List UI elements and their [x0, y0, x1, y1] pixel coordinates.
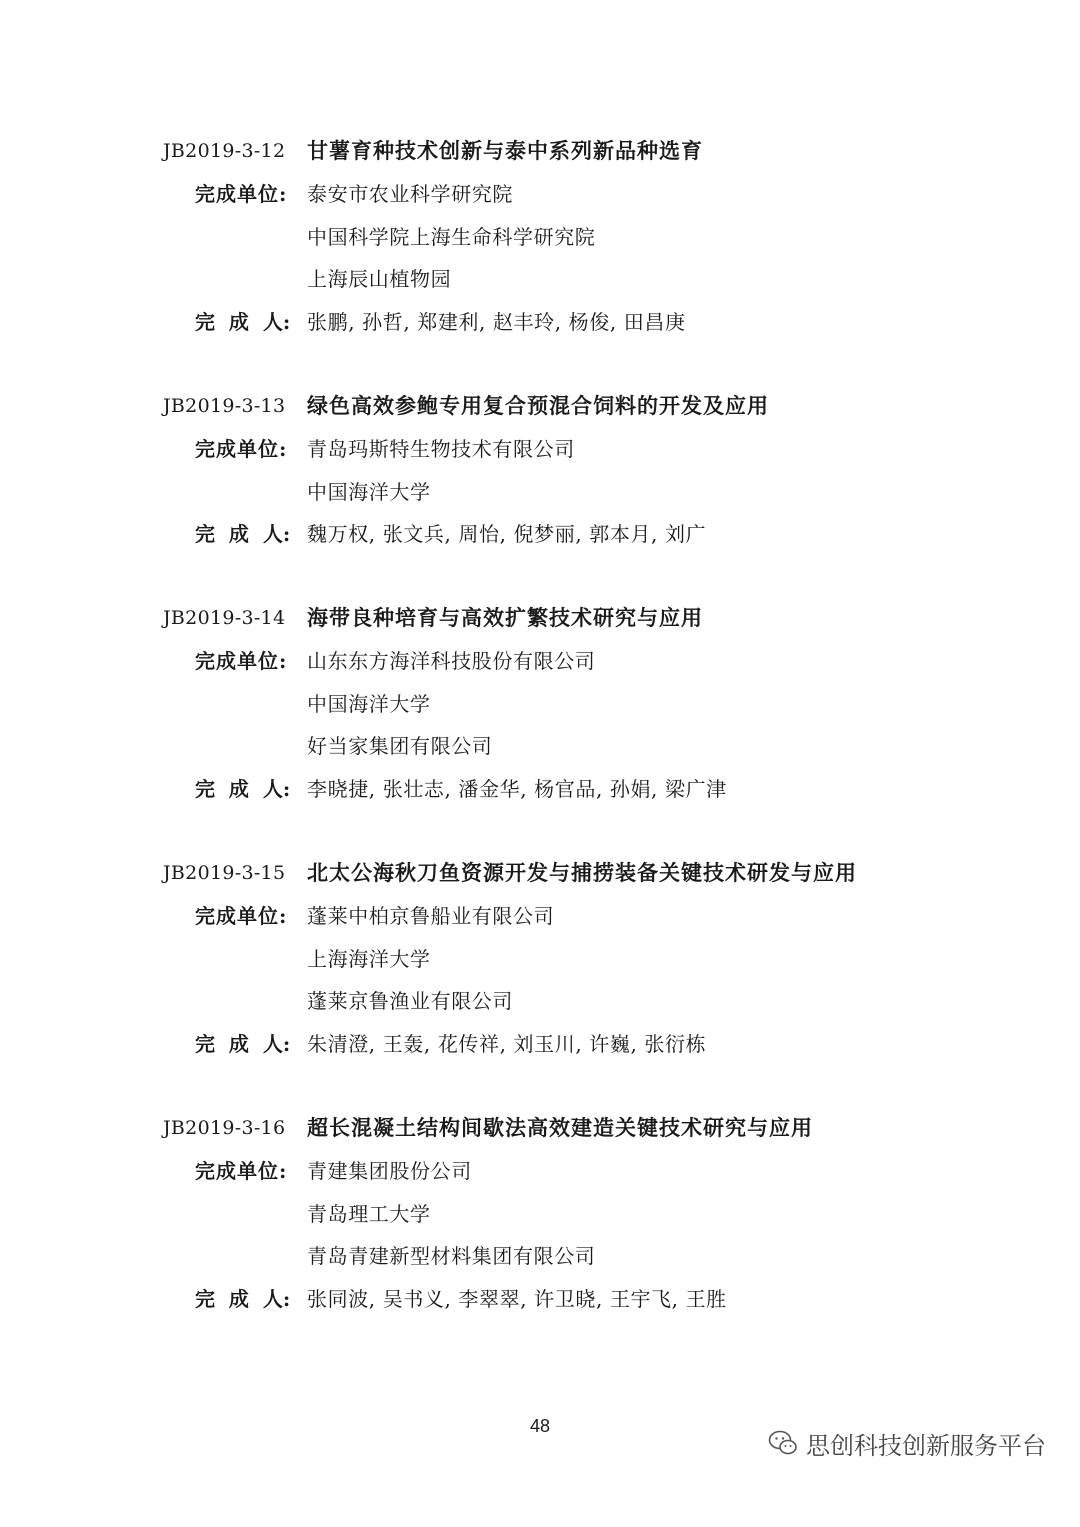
- watermark: [768, 1423, 1046, 1463]
- entry-code: JB2019-3-14: [163, 607, 286, 629]
- entry-code: JB2019-3-13: [163, 395, 286, 417]
- units-label: 完成单位:: [195, 437, 288, 461]
- entry-code: JB2019-3-16: [163, 1117, 286, 1139]
- persons-list: 李晓捷, 张壮志, 潘金华, 杨官品, 孙娟, 梁广津: [307, 777, 727, 801]
- entry-code: JB2019-3-12: [163, 140, 286, 162]
- unit-name: 青岛玛斯特生物技术有限公司: [307, 437, 575, 461]
- entry-title: 北太公海秋刀鱼资源开发与捕捞装备关键技术研发与应用: [307, 860, 857, 885]
- unit-name: 青岛理工大学: [307, 1202, 431, 1226]
- units-label: 完成单位:: [195, 1159, 288, 1183]
- entry-title: 甘薯育种技术创新与泰中系列新品种选育: [307, 138, 703, 163]
- persons-label: 完 成 人:: [195, 310, 291, 334]
- unit-name: 好当家集团有限公司: [307, 734, 493, 758]
- entry-title: 海带良种培育与高效扩繁技术研究与应用: [307, 605, 703, 630]
- entry-code: JB2019-3-15: [163, 862, 286, 884]
- unit-name: 上海海洋大学: [307, 947, 431, 971]
- units-label: 完成单位:: [195, 904, 288, 928]
- unit-name: 青岛青建新型材料集团有限公司: [307, 1244, 596, 1268]
- unit-name: 山东东方海洋科技股份有限公司: [307, 649, 596, 673]
- unit-name: 中国海洋大学: [307, 692, 431, 716]
- persons-list: 朱清澄, 王轰, 花传祥, 刘玉川, 许巍, 张衍栋: [307, 1032, 707, 1056]
- entry-title: 超长混凝土结构间歇法高效建造关键技术研究与应用: [307, 1115, 813, 1140]
- page-number: 48: [529, 1416, 551, 1436]
- wechat-icon: [768, 1430, 798, 1456]
- units-label: 完成单位:: [195, 649, 288, 673]
- unit-name: 泰安市农业科学研究院: [307, 182, 513, 206]
- unit-name: 中国科学院上海生命科学研究院: [307, 225, 596, 249]
- persons-label: 完 成 人:: [195, 777, 291, 801]
- entry-title: 绿色高效参鲍专用复合预混合饲料的开发及应用: [307, 393, 769, 418]
- units-label: 完成单位:: [195, 182, 288, 206]
- persons-label: 完 成 人:: [195, 1032, 291, 1056]
- persons-label: 完 成 人:: [195, 1287, 291, 1311]
- persons-list: 张鹏, 孙哲, 郑建利, 赵丰玲, 杨俊, 田昌庚: [307, 310, 686, 334]
- unit-name: 青建集团股份公司: [307, 1159, 472, 1183]
- unit-name: 蓬莱京鲁渔业有限公司: [307, 989, 513, 1013]
- unit-name: 中国海洋大学: [307, 480, 431, 504]
- watermark-text: 思创科技创新服务平台: [806, 1431, 1046, 1460]
- unit-name: 蓬莱中柏京鲁船业有限公司: [307, 904, 555, 928]
- persons-list: 张同波, 吴书义, 李翠翠, 许卫晓, 王宇飞, 王胜: [307, 1287, 727, 1311]
- unit-name: 上海辰山植物园: [307, 267, 452, 291]
- persons-list: 魏万权, 张文兵, 周怡, 倪梦丽, 郭本月, 刘广: [307, 522, 707, 546]
- persons-label: 完 成 人:: [195, 522, 291, 546]
